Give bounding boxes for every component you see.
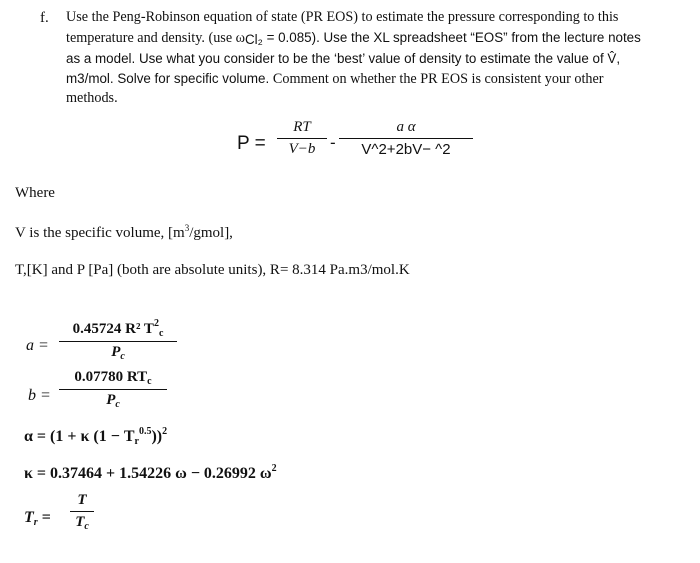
fraction-bar: [59, 389, 167, 390]
pr-equation: [237, 119, 517, 175]
v-def-sup: 3: [184, 223, 190, 233]
pr-term-2-denominator: V^2+2bV− ^2: [361, 141, 451, 158]
alpha-sup: 0.5: [138, 426, 152, 437]
problem-line-2-a: temperature and density. (use ω: [66, 29, 245, 46]
a-denominator: [59, 344, 177, 362]
alpha-a: α = (1 + κ (1 − T: [24, 428, 135, 445]
a-lhs: a =: [26, 337, 49, 354]
problem-line-2-b: = 0.085). Use the XL spreadsheet “EOS” from the lecture notes: [262, 29, 641, 45]
kappa-formula: [24, 463, 277, 483]
v-def-b: /gmol],: [189, 225, 233, 241]
problem-line-4-a: m3/mol. Solve for specific volume.: [66, 70, 273, 86]
a-formula: [59, 318, 177, 362]
problem-line-3: as a model. Use what you consider to be the ‘best’ value of density to estimate the value of V̂,: [66, 51, 621, 67]
tr-lhs: [24, 509, 51, 528]
a-den-text: P: [111, 344, 121, 360]
item-label: f.: [40, 10, 49, 26]
alpha-sub: r: [134, 436, 139, 447]
fraction-bar: [70, 511, 94, 512]
pr-minus: -: [330, 133, 336, 152]
fraction-bar: [59, 341, 177, 342]
a-num-text: 0.45724 R² T: [72, 321, 154, 337]
alpha-sup-2: 2: [162, 426, 168, 437]
alpha-b: )): [151, 428, 163, 445]
tr-den-text: T: [75, 514, 85, 530]
pr-term-1: [277, 119, 327, 158]
b-denominator: [59, 392, 167, 410]
b-num-sub: c: [147, 376, 152, 387]
fraction-bar: [339, 138, 473, 139]
a-den-sub: c: [120, 351, 125, 362]
b-den-sub: c: [115, 399, 120, 410]
problem-line-4: [66, 69, 696, 90]
kappa-text: κ = 0.37464 + 1.54226 ω − 0.26992 ω: [24, 465, 272, 482]
omega-subscript: Cl₂: [245, 31, 263, 47]
v-def-a: V is the specific volume, [m: [15, 225, 185, 241]
b-den-text: P: [106, 392, 116, 408]
tr-denominator: [70, 514, 94, 532]
b-formula: [59, 369, 167, 410]
pr-term-2: [339, 119, 473, 158]
units-definition: T,[K] and P [Pa] (both are absolute units), R= 8.314 Pa.m3/mol.K: [15, 262, 410, 278]
tr-lhs-sub: r: [33, 517, 38, 528]
pr-lhs: P =: [237, 133, 266, 154]
specific-volume-definition: [15, 223, 233, 242]
b-num-text: 0.07780 RT: [74, 369, 148, 385]
tr-fraction: [70, 492, 94, 532]
problem-text: [66, 8, 696, 109]
tr-den-sub: c: [84, 521, 89, 532]
problem-line-4-b: Comment on whether the PR EOS is consistent your other: [272, 70, 604, 87]
a-num-sup: 2: [153, 318, 159, 329]
tr-eq: =: [37, 509, 51, 526]
a-num-sub: c: [158, 328, 164, 339]
problem-line-2: [66, 28, 696, 50]
pr-term-1-numerator: RT: [293, 119, 311, 135]
kappa-sup: 2: [271, 463, 277, 474]
b-lhs: b =: [28, 387, 51, 404]
alpha-formula: [24, 426, 167, 447]
problem-line-1: Use the Peng-Robinson equation of state (PR EOS) to estimate the pressure corresponding to this: [66, 9, 619, 25]
b-numerator: [59, 369, 167, 387]
pr-term-2-numerator: a α: [396, 119, 416, 135]
tr-lhs-text: T: [24, 509, 34, 526]
a-numerator: [59, 318, 177, 339]
problem-line-5: methods.: [66, 90, 118, 107]
where-label: Where: [15, 185, 55, 201]
tr-numerator: T: [77, 492, 87, 508]
fraction-bar: [277, 138, 327, 139]
pr-term-1-denominator: V−b: [288, 141, 316, 157]
